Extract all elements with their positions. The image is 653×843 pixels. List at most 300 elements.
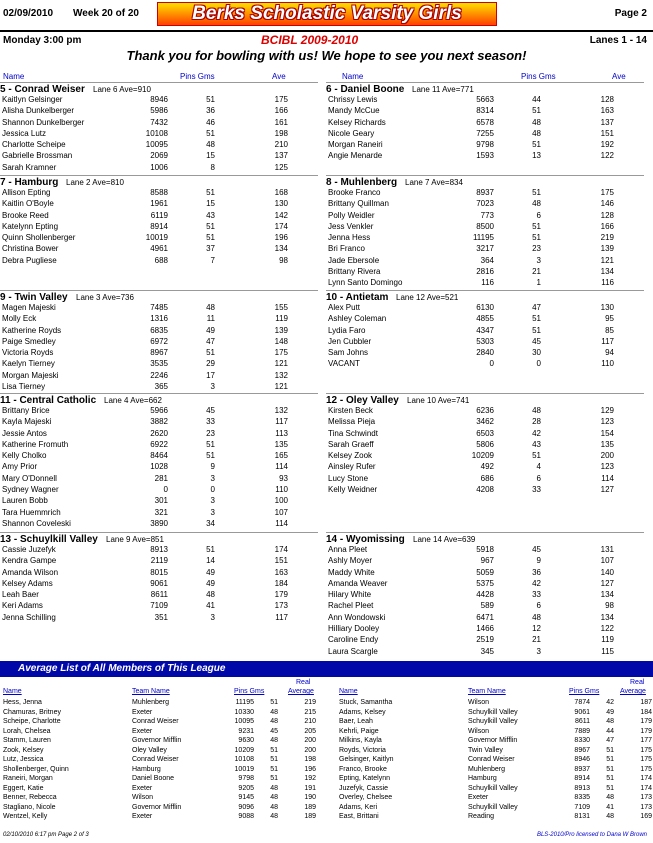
bowler-pins: 364: [480, 255, 494, 265]
bowler-pins: 7485: [150, 303, 168, 312]
bowler-games: 7: [210, 255, 215, 265]
avg-col-name: Name: [3, 688, 22, 695]
bowler-average: 122: [600, 151, 614, 161]
member-average: 215: [304, 708, 316, 716]
average-row: [0, 775, 325, 785]
bowler-average: 119: [275, 314, 288, 324]
average-row: [0, 718, 325, 728]
member-team: Exeter: [132, 784, 153, 792]
member-average: 173: [640, 794, 652, 801]
member-team: Wilson: [468, 727, 490, 735]
bowler-name: Tina Schwindt: [328, 428, 378, 438]
bowler-row: [326, 461, 644, 472]
bowler-name: Hilary White: [328, 590, 372, 600]
member-name: Royds, Victoria: [339, 746, 386, 754]
bowler-name: Victoria Royds: [2, 348, 54, 358]
bowler-pins: 4855: [476, 314, 494, 324]
report-date: 02/09/2010: [3, 8, 54, 19]
member-games: 51: [270, 746, 278, 754]
bowler-name: Kelsey Richards: [328, 117, 386, 127]
bowler-name: Jenna Hess: [328, 233, 371, 243]
bowler-average: 127: [600, 485, 614, 495]
member-team: Wilson: [468, 699, 490, 706]
member-games: 51: [270, 756, 278, 763]
bowler-row: [326, 117, 644, 128]
bowler-pins: 6119: [150, 210, 168, 220]
bowler-row: [0, 495, 318, 506]
bowler-average: 134: [274, 244, 288, 254]
member-name: Stamm, Lauren: [3, 737, 51, 744]
bowler-average: 98: [605, 601, 614, 611]
team-name: 8 - Muhlenberg: [326, 177, 398, 188]
bowler-name: Brittany Rivera: [328, 267, 381, 277]
bowler-games: 3: [210, 496, 215, 506]
bowler-name: Magen Majeski: [2, 303, 56, 312]
bowler-pins: 0: [489, 359, 494, 369]
member-name: Shollenberger, Quinn: [3, 765, 69, 773]
bowler-row: [326, 567, 644, 578]
bowler-pins: 4208: [476, 485, 494, 495]
bowler-pins: 7255: [476, 128, 494, 138]
bowler-average: 163: [274, 567, 288, 577]
bowler-name: Jessie Antos: [2, 428, 47, 438]
bowler-games: 21: [532, 267, 541, 277]
bowler-pins: 6578: [476, 117, 494, 127]
team-section: [0, 393, 318, 529]
bowler-pins: 1466: [476, 624, 494, 634]
bowler-pins: 8611: [150, 590, 168, 600]
bowler-row: [326, 210, 644, 221]
column-header-left: [0, 72, 318, 82]
bowler-pins: 5375: [476, 578, 494, 588]
member-average: 175: [640, 756, 652, 763]
member-pins: 8937: [574, 765, 590, 773]
bowler-average: 113: [275, 428, 288, 438]
bowler-average: 128: [600, 210, 614, 220]
bowler-row: [326, 405, 644, 416]
team-lane: Lane 14 Ave=639: [413, 535, 476, 544]
bowler-pins: 7023: [476, 199, 494, 209]
bowler-name: Mandy McCue: [328, 106, 380, 116]
bowler-pins: 5059: [476, 567, 494, 577]
bowler-games: 13: [532, 151, 541, 161]
bowler-row: [0, 416, 318, 427]
team-section: [0, 532, 318, 623]
member-games: 51: [270, 765, 278, 773]
bowler-games: 51: [206, 545, 215, 554]
bowler-row: [0, 589, 318, 600]
bowler-row: [326, 243, 644, 254]
bowler-games: 6: [536, 601, 541, 611]
bowler-average: 175: [274, 348, 288, 358]
bowler-row: [326, 313, 644, 324]
bowler-pins: 4428: [476, 590, 494, 600]
bowler-name: Lynn Santo Domingo: [328, 278, 403, 288]
col-ave: Ave: [272, 72, 286, 81]
bowler-games: 51: [206, 188, 215, 197]
bowler-row: [326, 358, 644, 369]
member-average: 200: [304, 737, 316, 744]
avg-col-real: Real: [630, 679, 645, 686]
bowler-games: 51: [532, 140, 541, 150]
avg-col-team: Team Name: [468, 688, 506, 695]
bowler-row: [326, 150, 644, 161]
bowler-row: [0, 358, 318, 369]
member-average: 210: [304, 718, 316, 725]
bowler-games: 12: [532, 624, 541, 634]
member-name: Adams, Keri: [339, 803, 378, 811]
subheader: [0, 30, 653, 47]
bowler-pins: 1961: [150, 199, 168, 209]
bowler-name: Melissa Pieja: [328, 417, 376, 427]
bowler-games: 51: [532, 451, 541, 461]
member-pins: 9061: [574, 708, 590, 716]
bowler-average: 155: [274, 303, 288, 312]
bowler-games: 17: [206, 370, 215, 380]
member-name: Gelsinger, Kaitlyn: [339, 756, 394, 763]
bowler-row: [326, 325, 644, 336]
bowler-games: 51: [206, 95, 215, 104]
team-section: [326, 532, 644, 657]
bowler-games: 48: [532, 128, 541, 138]
bowler-name: Kelsey Zook: [328, 451, 373, 461]
bowler-games: 30: [532, 348, 541, 358]
bowler-average: 174: [274, 545, 288, 554]
bowler-name: Caroline Endy: [328, 635, 379, 645]
member-name: Lutz, Jessica: [3, 756, 44, 763]
bowler-average: 115: [601, 646, 614, 656]
bowler-pins: 0: [163, 485, 168, 495]
bowler-pins: 4961: [150, 244, 168, 254]
bowler-row: [326, 336, 644, 347]
bowler-row: [0, 313, 318, 324]
bowler-row: [0, 105, 318, 116]
bowler-row: [0, 162, 318, 173]
bowler-pins: 1028: [150, 462, 168, 472]
bowler-games: 43: [206, 210, 215, 220]
page-number: Page 2: [614, 8, 647, 19]
bowler-average: 166: [274, 106, 288, 116]
team-section: [326, 175, 644, 289]
bowler-name: Anna Pleet: [328, 545, 368, 554]
bowler-name: Chrissy Lewis: [328, 95, 378, 104]
col-ave: Ave: [612, 72, 626, 81]
member-average: 184: [640, 708, 652, 716]
bowler-pins: 688: [154, 255, 168, 265]
bowler-name: Mary O'Donnell: [2, 473, 57, 483]
bowler-row: [326, 623, 644, 634]
member-average: 174: [640, 775, 652, 782]
member-team: Exeter: [132, 708, 153, 716]
bowler-average: 132: [274, 370, 288, 380]
bowler-row: [0, 450, 318, 461]
member-name: Baer, Leah: [339, 718, 373, 725]
bowler-games: 1: [536, 278, 541, 288]
bowler-row: [326, 266, 644, 277]
team-lane: Lane 11 Ave=771: [412, 85, 474, 94]
bowler-pins: 8937: [476, 188, 494, 197]
bowler-games: 51: [206, 128, 215, 138]
member-average: 200: [304, 746, 316, 754]
bowler-name: Lucy Stone: [328, 473, 369, 483]
bowler-average: 139: [600, 244, 614, 254]
member-pins: 7109: [574, 803, 590, 811]
bowler-name: Nicole Geary: [328, 128, 375, 138]
team-lane: Lane 7 Ave=834: [405, 178, 463, 187]
member-team: Governor Mifflin: [132, 803, 182, 811]
bowler-row: [326, 589, 644, 600]
bowler-games: 49: [206, 325, 215, 335]
member-average: 198: [304, 756, 316, 763]
bowler-row: [0, 150, 318, 161]
member-average: 205: [304, 727, 316, 735]
bowler-games: 51: [532, 188, 541, 197]
bowler-row: [326, 544, 644, 555]
member-name: Juzefyk, Cassie: [339, 784, 389, 792]
member-games: 47: [606, 737, 614, 744]
bowler-row: [326, 416, 644, 427]
member-team: Governor Mifflin: [132, 737, 182, 744]
bowler-name: VACANT: [328, 359, 360, 369]
average-list-title: Average List of All Members of This League: [0, 661, 653, 677]
bowler-row: [326, 612, 644, 623]
bowler-pins: 8464: [150, 451, 168, 461]
bowler-average: 139: [274, 325, 288, 335]
bowler-name: Brooke Franco: [328, 188, 381, 197]
member-average: 187: [640, 699, 652, 706]
member-games: 51: [606, 765, 614, 773]
bowler-row: [0, 302, 318, 313]
member-team: Schuylkill Valley: [468, 708, 518, 716]
bowler-row: [0, 507, 318, 518]
bowler-games: 9: [210, 462, 215, 472]
bowler-name: Angie Menarde: [328, 151, 383, 161]
average-row: [336, 794, 653, 804]
member-pins: 9096: [238, 803, 254, 811]
average-row: [0, 794, 325, 804]
col-name: Name: [342, 72, 364, 81]
bowler-row: [326, 600, 644, 611]
bowler-row: [326, 555, 644, 566]
bowler-row: [0, 518, 318, 529]
bowler-games: 51: [532, 221, 541, 231]
bowler-name: Kaelyn Tierney: [2, 359, 55, 369]
bowler-games: 4: [536, 462, 541, 472]
member-name: Benner, Rebecca: [3, 794, 57, 801]
average-row: [336, 804, 653, 814]
avg-col-team: Team Name: [132, 688, 170, 695]
bowler-name: Lauren Bobb: [2, 496, 48, 506]
bowler-pins: 1593: [476, 151, 494, 161]
average-row: [0, 747, 325, 757]
team-section: [326, 290, 644, 370]
bowler-name: Paige Smedley: [2, 336, 56, 346]
bowler-row: [0, 325, 318, 336]
member-name: Scheipe, Charlotte: [3, 718, 61, 725]
bowler-average: 116: [601, 278, 614, 288]
bowler-row: [0, 210, 318, 221]
league-code: BCIBL 2009-2010: [261, 33, 359, 47]
bowler-average: 151: [274, 556, 288, 566]
member-pins: 10209: [234, 746, 254, 754]
team-section: [326, 393, 644, 495]
bowler-pins: 6972: [150, 336, 168, 346]
member-games: 48: [270, 794, 278, 801]
bowler-average: 114: [275, 518, 288, 528]
bowler-pins: 8946: [150, 95, 168, 104]
bowler-average: 174: [274, 221, 288, 231]
bowler-name: Shannon Dunkelberger: [2, 117, 85, 127]
bowler-average: 130: [600, 303, 614, 312]
average-row: [0, 709, 325, 719]
bowler-name: Katherine Fromuth: [2, 439, 69, 449]
bowler-pins: 8500: [476, 221, 494, 231]
member-games: 51: [606, 746, 614, 754]
member-pins: 8335: [574, 794, 590, 801]
bowler-games: 36: [206, 106, 215, 116]
bowler-average: 114: [601, 473, 614, 483]
member-team: Reading: [468, 813, 495, 820]
bowler-row: [326, 302, 644, 313]
member-team: Muhlenberg: [468, 765, 505, 773]
bowler-games: 3: [536, 646, 541, 656]
bowler-games: 15: [206, 199, 215, 209]
bowler-average: 117: [275, 417, 288, 427]
member-name: Lorah, Chelsea: [3, 727, 51, 735]
member-team: Schuylkill Valley: [468, 803, 518, 811]
bowler-average: 134: [600, 590, 614, 600]
bowler-pins: 7109: [150, 601, 168, 611]
member-pins: 8131: [574, 813, 590, 820]
member-average: 191: [304, 784, 316, 792]
member-team: Exeter: [132, 727, 153, 735]
team-header: [0, 532, 318, 544]
team-lane: Lane 10 Ave=741: [407, 396, 470, 405]
member-average: 175: [640, 765, 652, 773]
bowler-pins: 6236: [476, 406, 494, 415]
bowler-games: 48: [532, 612, 541, 622]
average-row: [0, 766, 325, 776]
bowler-row: [0, 405, 318, 416]
bowler-name: Hilliary Dooley: [328, 624, 380, 634]
member-pins: 9231: [238, 727, 254, 735]
bowler-name: Jen Cubbler: [328, 336, 372, 346]
bowler-pins: 2840: [476, 348, 494, 358]
average-row: [0, 785, 325, 795]
member-pins: 11195: [235, 699, 254, 706]
avg-col-real: Real: [296, 679, 311, 686]
bowler-pins: 351: [154, 612, 168, 622]
team-name: 13 - Schuylkill Valley: [0, 534, 98, 545]
bowler-average: 130: [274, 199, 288, 209]
bowler-average: 117: [601, 336, 614, 346]
member-average: 219: [304, 699, 316, 706]
bowler-pins: 492: [480, 462, 494, 472]
avg-col-average: Average: [288, 688, 314, 695]
bowler-row: [0, 381, 318, 392]
bowler-name: Amanda Wilson: [2, 567, 59, 577]
bowler-pins: 9061: [150, 578, 168, 588]
bowler-name: Amy Prior: [2, 462, 38, 472]
bowler-name: Brittany Brice: [2, 406, 50, 415]
member-average: 196: [304, 765, 316, 773]
member-pins: 8611: [574, 718, 590, 725]
bowler-games: 0: [536, 359, 541, 369]
bowler-name: Jenna Schilling: [2, 612, 56, 622]
bowler-name: Jess Venkler: [328, 221, 374, 231]
col-name: Name: [3, 72, 25, 81]
bowler-average: 95: [605, 314, 614, 324]
bowler-row: [326, 221, 644, 232]
bowler-average: 196: [274, 233, 288, 243]
bowler-name: Brooke Reed: [2, 210, 49, 220]
bowler-games: 51: [206, 233, 215, 243]
bowler-average: 85: [605, 325, 614, 335]
team-header: [326, 393, 644, 405]
member-games: 44: [606, 727, 614, 735]
bowler-average: 198: [274, 128, 288, 138]
bowler-pins: 8967: [150, 348, 168, 358]
member-average: 173: [640, 803, 652, 811]
member-games: 48: [270, 708, 278, 716]
average-row: [0, 728, 325, 738]
bowler-pins: 8588: [150, 188, 168, 197]
member-name: Kehrli, Paige: [339, 727, 379, 735]
bowler-row: [0, 578, 318, 589]
member-team: Hamburg: [468, 775, 497, 782]
member-games: 45: [270, 727, 278, 735]
member-games: 48: [270, 813, 278, 820]
average-row: [336, 775, 653, 785]
bowler-games: 48: [206, 140, 215, 150]
bowler-name: Bri Franco: [328, 244, 365, 254]
bowler-pins: 773: [480, 210, 494, 220]
bowler-row: [0, 255, 318, 266]
bowler-pins: 8913: [150, 545, 168, 554]
col-pins: Pins Gms: [521, 72, 556, 81]
team-name: 5 - Conrad Weiser: [0, 84, 85, 95]
member-pins: 8913: [574, 784, 590, 792]
member-games: 51: [606, 775, 614, 782]
bowler-pins: 345: [480, 646, 494, 656]
bowler-games: 51: [206, 451, 215, 461]
member-average: 177: [640, 737, 652, 744]
bowler-row: [0, 347, 318, 358]
bowler-row: [0, 232, 318, 243]
team-section: [0, 82, 318, 173]
bowler-games: 45: [206, 406, 215, 415]
average-row: [336, 718, 653, 728]
member-pins: 9630: [238, 737, 254, 744]
bowler-row: [326, 105, 644, 116]
member-name: East, Brittani: [339, 813, 379, 820]
bowler-row: [326, 634, 644, 645]
team-name: 6 - Daniel Boone: [326, 84, 405, 95]
bowler-average: 127: [600, 578, 614, 588]
member-name: Hess, Jenna: [3, 699, 42, 706]
bowler-pins: 6835: [150, 325, 168, 335]
member-pins: 10108: [234, 756, 254, 763]
member-name: Stuck, Samantha: [339, 699, 393, 706]
bowler-name: Kelly Cholko: [2, 451, 47, 461]
bowler-games: 48: [532, 199, 541, 209]
bowler-games: 42: [532, 578, 541, 588]
bowler-pins: 6503: [476, 428, 494, 438]
average-row: [0, 699, 325, 709]
member-games: 51: [270, 699, 278, 706]
bowler-games: 3: [210, 382, 215, 392]
bowler-average: 123: [600, 462, 614, 472]
